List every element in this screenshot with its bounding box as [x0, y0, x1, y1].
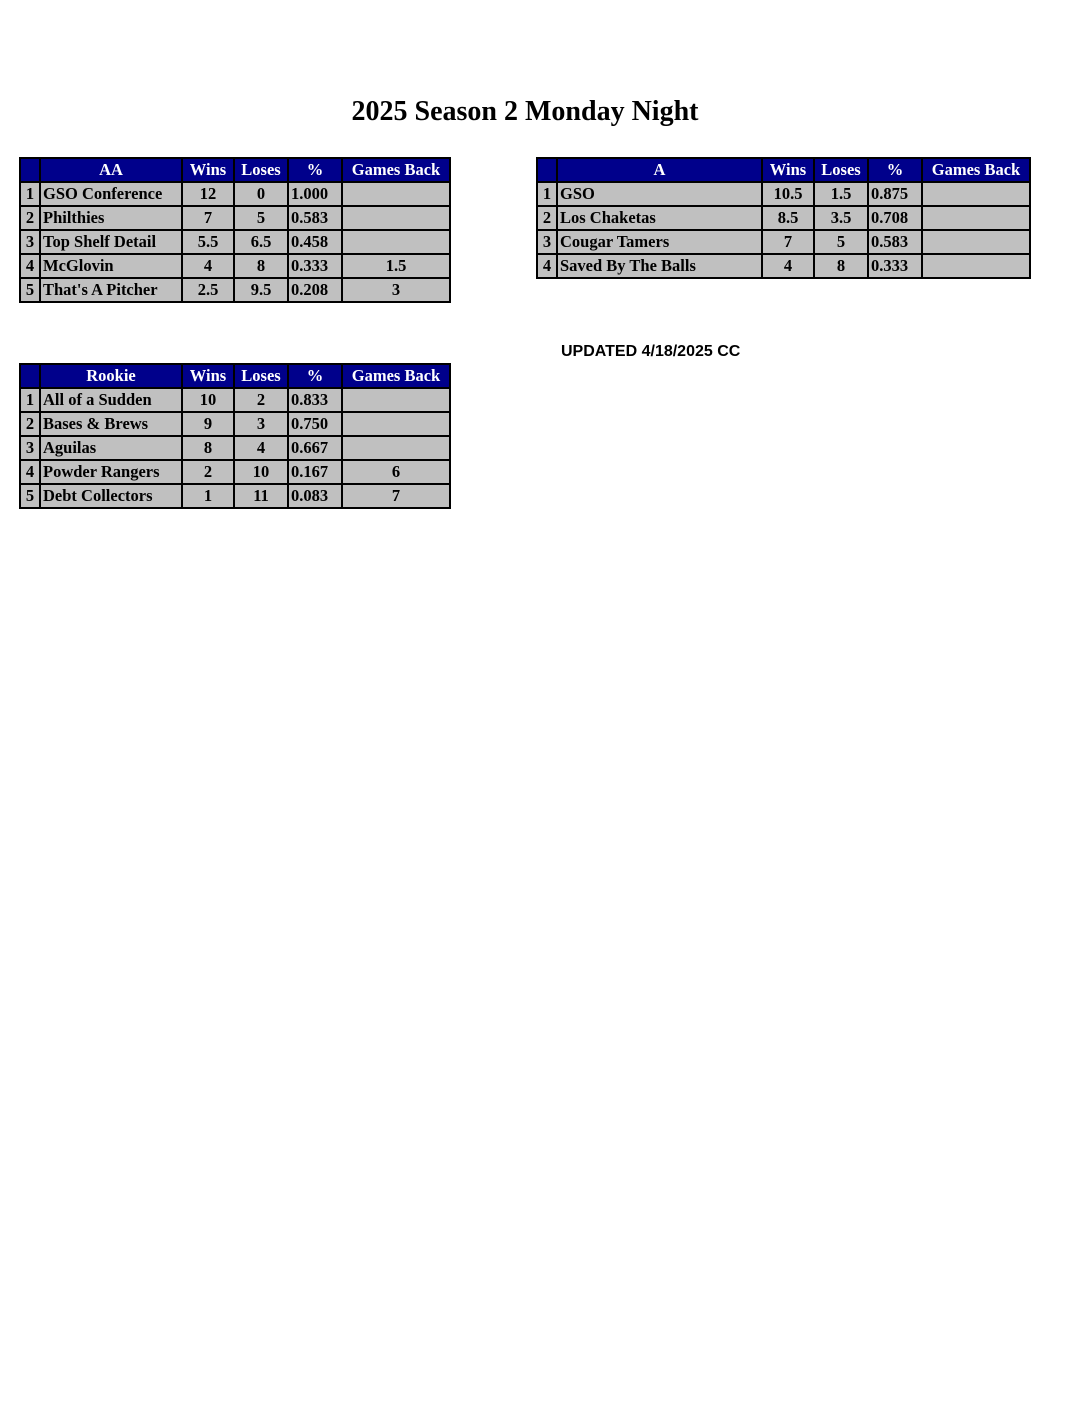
team-cell: Los Chaketas	[557, 206, 762, 230]
pct-cell: 0.333	[288, 254, 342, 278]
rank-cell: 3	[20, 436, 40, 460]
rank-header	[537, 158, 557, 182]
wins-header: Wins	[762, 158, 814, 182]
games-back-cell: 3	[342, 278, 450, 302]
rank-cell: 4	[537, 254, 557, 278]
wins-cell: 7	[182, 206, 234, 230]
rank-cell: 1	[20, 182, 40, 206]
rank-cell: 4	[20, 254, 40, 278]
wins-cell: 1	[182, 484, 234, 508]
loses-cell: 0	[234, 182, 288, 206]
table-row	[537, 206, 1030, 230]
pct-cell: 0.333	[868, 254, 922, 278]
pct-cell: 0.208	[288, 278, 342, 302]
wins-header: Wins	[182, 364, 234, 388]
division-name-header: A	[557, 158, 762, 182]
table-header-row	[537, 158, 1030, 182]
pct-header: %	[868, 158, 922, 182]
games-back-cell	[342, 436, 450, 460]
games-back-cell	[922, 254, 1030, 278]
loses-cell: 8	[814, 254, 868, 278]
wins-cell: 2.5	[182, 278, 234, 302]
wins-cell: 10	[182, 388, 234, 412]
wins-cell: 4	[182, 254, 234, 278]
division-name-header: Rookie	[40, 364, 182, 388]
pct-cell: 0.833	[288, 388, 342, 412]
pct-cell: 0.083	[288, 484, 342, 508]
rank-cell: 2	[20, 412, 40, 436]
loses-cell: 3.5	[814, 206, 868, 230]
loses-cell: 5	[234, 206, 288, 230]
pct-cell: 0.167	[288, 460, 342, 484]
games-back-cell	[342, 412, 450, 436]
loses-header: Loses	[234, 158, 288, 182]
wins-cell: 12	[182, 182, 234, 206]
table-header-row	[20, 364, 450, 388]
loses-header: Loses	[814, 158, 868, 182]
games-back-header: Games Back	[922, 158, 1030, 182]
page-title: 2025 Season 2 Monday Night	[351, 96, 699, 127]
team-cell: All of a Sudden	[40, 388, 182, 412]
table-row	[537, 254, 1030, 278]
pct-cell: 0.750	[288, 412, 342, 436]
table-row	[20, 182, 450, 206]
games-back-cell: 1.5	[342, 254, 450, 278]
games-back-cell	[922, 230, 1030, 254]
team-cell: Philthies	[40, 206, 182, 230]
pct-cell: 0.458	[288, 230, 342, 254]
wins-cell: 4	[762, 254, 814, 278]
loses-cell: 2	[234, 388, 288, 412]
wins-header: Wins	[182, 158, 234, 182]
games-back-cell	[342, 206, 450, 230]
rank-cell: 1	[20, 388, 40, 412]
table-row	[20, 436, 450, 460]
loses-cell: 6.5	[234, 230, 288, 254]
a-standings-table	[536, 157, 1031, 279]
team-cell: Top Shelf Detail	[40, 230, 182, 254]
loses-cell: 10	[234, 460, 288, 484]
games-back-cell: 7	[342, 484, 450, 508]
loses-cell: 11	[234, 484, 288, 508]
team-cell: Powder Rangers	[40, 460, 182, 484]
loses-cell: 3	[234, 412, 288, 436]
team-cell: Aguilas	[40, 436, 182, 460]
pct-header: %	[288, 364, 342, 388]
table-row	[20, 388, 450, 412]
games-back-cell	[922, 206, 1030, 230]
pct-cell: 0.708	[868, 206, 922, 230]
table-row	[20, 254, 450, 278]
wins-cell: 10.5	[762, 182, 814, 206]
games-back-cell: 6	[342, 460, 450, 484]
team-cell: Cougar Tamers	[557, 230, 762, 254]
team-cell: Debt Collectors	[40, 484, 182, 508]
games-back-header: Games Back	[342, 364, 450, 388]
table-row	[537, 182, 1030, 206]
games-back-cell	[922, 182, 1030, 206]
rank-header	[20, 158, 40, 182]
pct-cell: 0.583	[288, 206, 342, 230]
pct-cell: 0.667	[288, 436, 342, 460]
team-cell: GSO	[557, 182, 762, 206]
games-back-cell	[342, 230, 450, 254]
loses-header: Loses	[234, 364, 288, 388]
pct-cell: 1.000	[288, 182, 342, 206]
team-cell: That's A Pitcher	[40, 278, 182, 302]
rank-cell: 4	[20, 460, 40, 484]
loses-cell: 5	[814, 230, 868, 254]
team-cell: Bases & Brews	[40, 412, 182, 436]
team-cell: McGlovin	[40, 254, 182, 278]
rank-cell: 3	[20, 230, 40, 254]
rookie-standings-table	[19, 363, 451, 509]
pct-header: %	[288, 158, 342, 182]
wins-cell: 7	[762, 230, 814, 254]
wins-cell: 9	[182, 412, 234, 436]
pct-cell: 0.583	[868, 230, 922, 254]
table-row	[20, 484, 450, 508]
table-row	[20, 278, 450, 302]
wins-cell: 8.5	[762, 206, 814, 230]
table-row	[20, 412, 450, 436]
pct-cell: 0.875	[868, 182, 922, 206]
rank-header	[20, 364, 40, 388]
rank-cell: 2	[537, 206, 557, 230]
table-row	[20, 230, 450, 254]
rank-cell: 1	[537, 182, 557, 206]
games-back-cell	[342, 388, 450, 412]
aa-standings-table	[19, 157, 451, 303]
rank-cell: 5	[20, 484, 40, 508]
division-name-header: AA	[40, 158, 182, 182]
wins-cell: 2	[182, 460, 234, 484]
wins-cell: 5.5	[182, 230, 234, 254]
table-row	[20, 206, 450, 230]
loses-cell: 1.5	[814, 182, 868, 206]
rank-cell: 3	[537, 230, 557, 254]
team-cell: GSO Conference	[40, 182, 182, 206]
rank-cell: 2	[20, 206, 40, 230]
table-header-row	[20, 158, 450, 182]
loses-cell: 9.5	[234, 278, 288, 302]
wins-cell: 8	[182, 436, 234, 460]
table-row	[20, 460, 450, 484]
games-back-header: Games Back	[342, 158, 450, 182]
rank-cell: 5	[20, 278, 40, 302]
table-row	[537, 230, 1030, 254]
team-cell: Saved By The Balls	[557, 254, 762, 278]
games-back-cell	[342, 182, 450, 206]
updated-note: UPDATED 4/18/2025 CC	[561, 343, 741, 360]
loses-cell: 4	[234, 436, 288, 460]
loses-cell: 8	[234, 254, 288, 278]
